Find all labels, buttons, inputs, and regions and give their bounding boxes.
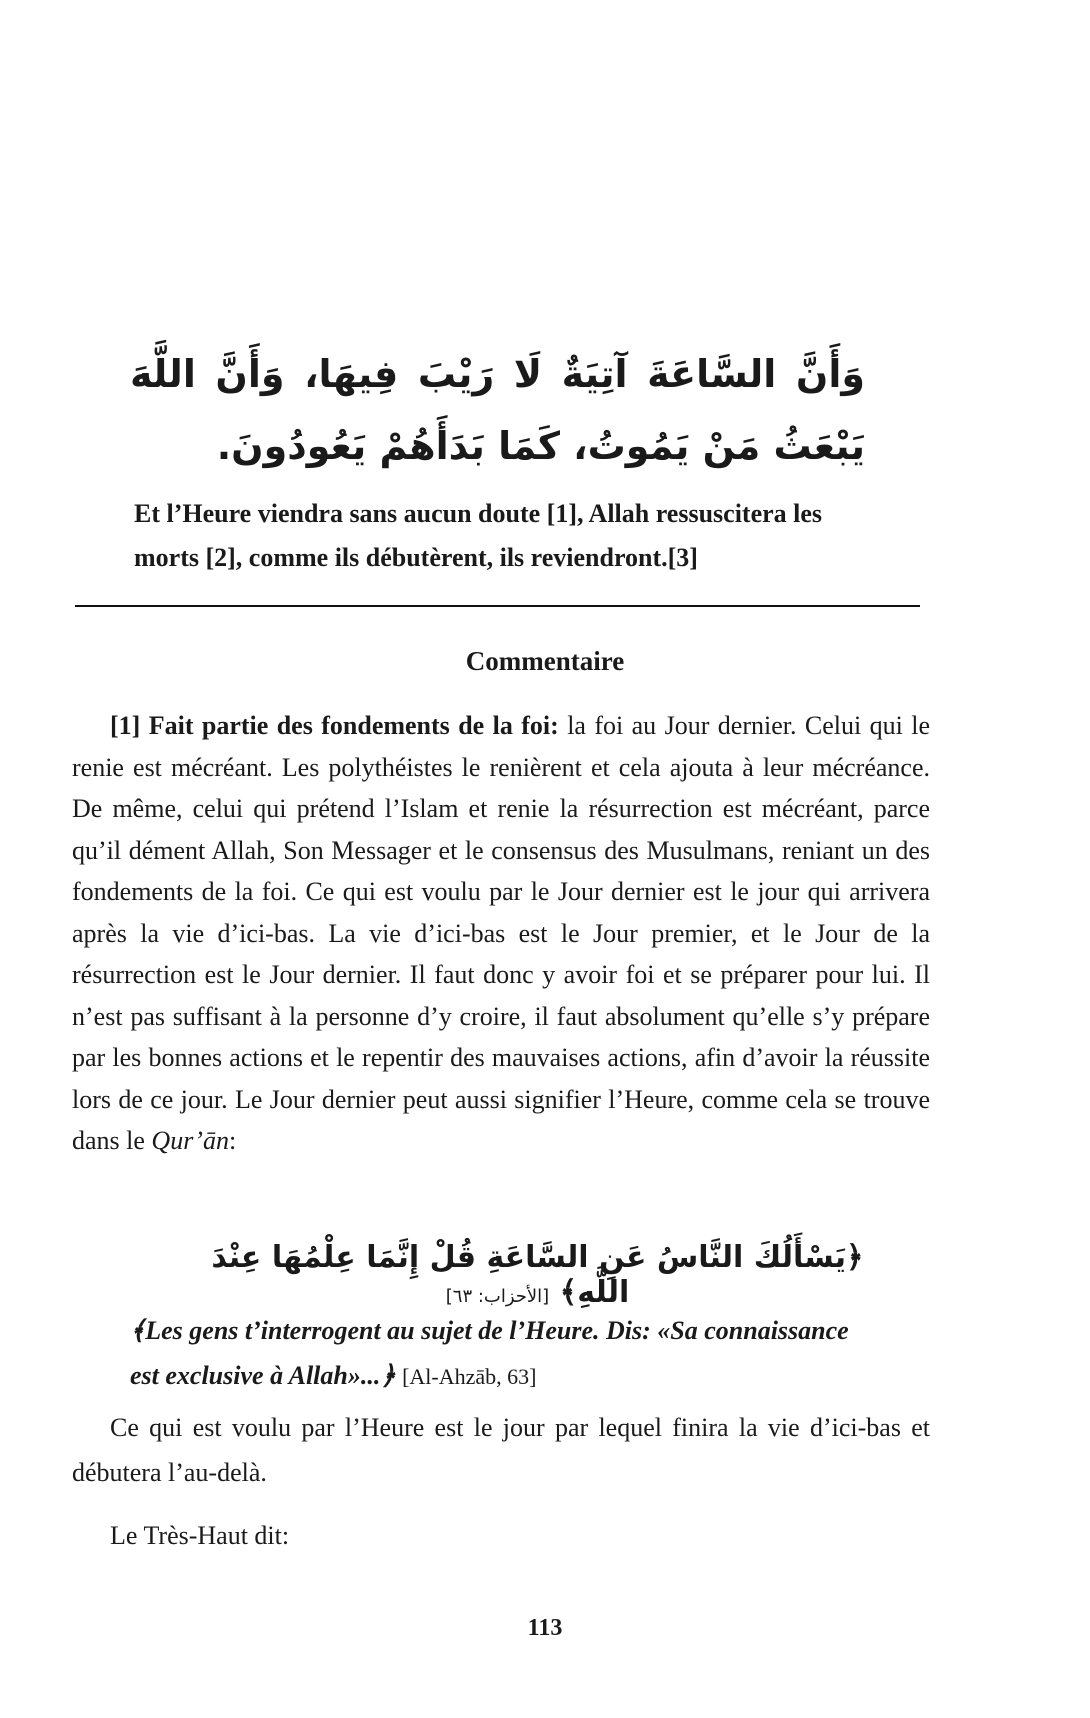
verse-translation: Et l’Heure viendra sans aucun doute [1], Allah ressuscitera les morts [2], comme ils débutèrent, ils reviendront.[3] <box>134 499 823 572</box>
commentary-paragraph-3: Le Très-Haut dit: <box>110 1521 290 1550</box>
section-divider <box>75 605 920 607</box>
paragraph-body: la foi au Jour dernier. Celui qui le renie est mécréant. Les polythéistes le renièrent et cela ajouta à leur mécréance. De même, celui qui prétend l’Islam et renie la résurrection est mécréant, parce qu’il dément Allah, Son Messager et le consensus des Musulmans, reniant un des fondements de la foi. Ce qui est voulu par le Jour dernier est le jour qui arrivera après la vie d’ici-bas. La vie d’ici-bas est le Jour premier, et le Jour de la résurrection est le Jour dernier. Il faut donc y avoir foi et se préparer pour lui. Il n’est pas suffisant à la personne d’y croire, il faut absolument qu’elle s’y prépare par les bonnes actions et le repentir des mauvaises actions, afin d’avoir la réussite lors de ce jour. Le Jour dernier peut aussi signifier l’Heure, comme cela se trouve dans le <box>72 711 930 1155</box>
page-number: 113 <box>527 1615 563 1641</box>
arabic-quotation-reference: [الأحزاب: ٦٣] <box>445 1286 550 1307</box>
arabic-quotation-text: ﴿يَسْأَلُكَ النَّاسُ عَنِ السَّاعَةِ قُلْ إِنَّمَا عِلْمُهَا عِنْدَ اللَّهِ﴾ <box>211 1240 864 1310</box>
paragraph-end: : <box>228 1126 237 1155</box>
quotation-translation <box>130 1308 865 1399</box>
commentary-paragraph-2: Ce qui est voulu par l’Heure est le jour par lequel finira la vie d’ici-bas et débutera l’au-delà. <box>72 1413 930 1487</box>
arabic-verse: وَأَنَّ السَّاعَةَ آتِيَةٌ لَا رَيْبَ فِيهَا، وَأَنَّ اللَّهَ يَبْعَثُ مَنْ يَمُوتُ، كَمَا بَدَأَهُمْ يَعُودُونَ. <box>130 352 865 468</box>
paragraph-lead: [1] Fait partie des fondements de la foi: <box>110 711 559 740</box>
commentary-paragraph-1 <box>72 705 930 1162</box>
commentary-heading: Commentaire <box>465 646 625 676</box>
quotation-source: [Al-Ahzāb, 63] <box>402 1364 537 1389</box>
quran-term: Qur’ān <box>151 1126 229 1155</box>
quotation-translation-text: ﴾Les gens t’interrogent au sujet de l’Heure. Dis: «Sa connaissance est exclusive à Allah»...﴿ <box>130 1316 849 1390</box>
arabic-quotation <box>200 1240 875 1310</box>
